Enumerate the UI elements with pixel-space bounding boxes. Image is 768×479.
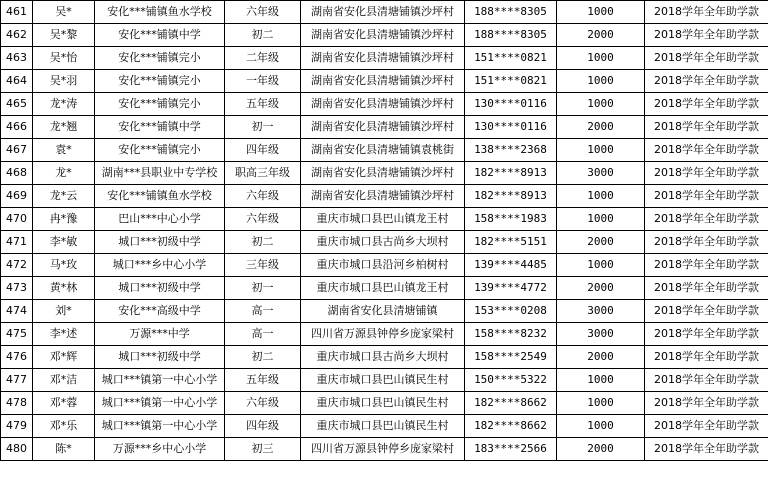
row-number: 463 [1,47,33,70]
phone-number: 183****2566 [465,438,557,461]
row-number: 471 [1,231,33,254]
grade-level: 初一 [225,277,301,300]
student-name: 吴* [33,1,95,24]
aid-amount: 1000 [557,139,645,162]
aid-amount: 3000 [557,300,645,323]
home-address: 湖南省安化县清塘铺镇沙坪村 [301,47,465,70]
table-row [1,346,768,369]
aid-amount: 1000 [557,93,645,116]
school-name: 安化***铺镇鱼水学校 [95,185,225,208]
school-name: 城口***初级中学 [95,346,225,369]
school-name: 城口***初级中学 [95,231,225,254]
table-row [1,70,768,93]
grade-level: 六年级 [225,208,301,231]
aid-item: 2018学年全年助学款 [645,300,768,323]
school-name: 安化***铺镇中学 [95,116,225,139]
home-address: 重庆市城口县巴山镇龙王村 [301,277,465,300]
student-name: 吴*羽 [33,70,95,93]
aid-amount: 2000 [557,346,645,369]
row-number: 469 [1,185,33,208]
phone-number: 139****4772 [465,277,557,300]
school-name: 城口***乡中心小学 [95,254,225,277]
table-row [1,24,768,47]
school-name: 万源***乡中心小学 [95,438,225,461]
aid-item: 2018学年全年助学款 [645,346,768,369]
school-name: 安化***铺镇完小 [95,47,225,70]
aid-item: 2018学年全年助学款 [645,162,768,185]
table-row [1,323,768,346]
home-address: 重庆市城口县古尚乡大坝村 [301,231,465,254]
aid-item: 2018学年全年助学款 [645,116,768,139]
table-row [1,300,768,323]
student-name: 李*敏 [33,231,95,254]
table-row [1,369,768,392]
student-name: 邓*洁 [33,369,95,392]
aid-item: 2018学年全年助学款 [645,93,768,116]
aid-item: 2018学年全年助学款 [645,392,768,415]
school-name: 城口***镇第一中心小学 [95,392,225,415]
row-number: 462 [1,24,33,47]
aid-item: 2018学年全年助学款 [645,438,768,461]
aid-item: 2018学年全年助学款 [645,1,768,24]
student-name: 龙*云 [33,185,95,208]
student-name: 邓*辉 [33,346,95,369]
school-name: 城口***初级中学 [95,277,225,300]
row-number: 464 [1,70,33,93]
table-row [1,254,768,277]
home-address: 湖南省安化县清塘铺镇沙坪村 [301,1,465,24]
student-name: 邓*乐 [33,415,95,438]
school-name: 安化***铺镇完小 [95,139,225,162]
phone-number: 151****0821 [465,47,557,70]
aid-item: 2018学年全年助学款 [645,415,768,438]
school-name: 安化***铺镇中学 [95,24,225,47]
home-address: 重庆市城口县巴山镇龙王村 [301,208,465,231]
aid-amount: 1000 [557,415,645,438]
aid-amount: 1000 [557,185,645,208]
grade-level: 初一 [225,116,301,139]
home-address: 重庆市城口县沿河乡柏树村 [301,254,465,277]
table-row [1,47,768,70]
table-row [1,231,768,254]
phone-number: 138****2368 [465,139,557,162]
phone-number: 139****4485 [465,254,557,277]
student-name: 邓*蓉 [33,392,95,415]
aid-item: 2018学年全年助学款 [645,323,768,346]
row-number: 474 [1,300,33,323]
row-number: 465 [1,93,33,116]
home-address: 重庆市城口县古尚乡大坝村 [301,346,465,369]
school-name: 安化***铺镇完小 [95,93,225,116]
home-address: 重庆市城口县巴山镇民生村 [301,392,465,415]
row-number: 478 [1,392,33,415]
school-name: 巴山***中心小学 [95,208,225,231]
phone-number: 130****0116 [465,116,557,139]
grade-level: 二年级 [225,47,301,70]
aid-amount: 2000 [557,116,645,139]
aid-amount: 1000 [557,392,645,415]
row-number: 476 [1,346,33,369]
phone-number: 182****8913 [465,185,557,208]
aid-amount: 2000 [557,231,645,254]
school-name: 万源***中学 [95,323,225,346]
row-number: 472 [1,254,33,277]
table-row [1,277,768,300]
home-address: 四川省万源县钟停乡庞家梁村 [301,323,465,346]
aid-amount: 2000 [557,438,645,461]
phone-number: 182****8662 [465,392,557,415]
row-number: 480 [1,438,33,461]
home-address: 四川省万源县钟停乡庞家梁村 [301,438,465,461]
phone-number: 150****5322 [465,369,557,392]
aid-amount: 1000 [557,47,645,70]
student-name: 陈* [33,438,95,461]
aid-item: 2018学年全年助学款 [645,47,768,70]
student-name: 龙* [33,162,95,185]
grade-level: 职高三年级 [225,162,301,185]
table-row [1,208,768,231]
row-number: 466 [1,116,33,139]
phone-number: 158****2549 [465,346,557,369]
row-number: 468 [1,162,33,185]
aid-item: 2018学年全年助学款 [645,369,768,392]
aid-amount: 2000 [557,277,645,300]
phone-number: 158****1983 [465,208,557,231]
table-row [1,392,768,415]
phone-number: 153****0208 [465,300,557,323]
home-address: 湖南省安化县清塘铺镇沙坪村 [301,116,465,139]
grade-level: 初三 [225,438,301,461]
row-number: 473 [1,277,33,300]
school-name: 城口***镇第一中心小学 [95,415,225,438]
aid-item: 2018学年全年助学款 [645,254,768,277]
phone-number: 130****0116 [465,93,557,116]
school-name: 安化***铺镇鱼水学校 [95,1,225,24]
home-address: 湖南省安化县清塘铺镇 [301,300,465,323]
grade-level: 三年级 [225,254,301,277]
grade-level: 高一 [225,300,301,323]
aid-item: 2018学年全年助学款 [645,70,768,93]
student-name: 冉*豫 [33,208,95,231]
table-row [1,162,768,185]
phone-number: 151****0821 [465,70,557,93]
aid-amount: 1000 [557,208,645,231]
table-row [1,116,768,139]
table-row [1,415,768,438]
home-address: 重庆市城口县巴山镇民生村 [301,415,465,438]
aid-amount: 2000 [557,24,645,47]
aid-item: 2018学年全年助学款 [645,139,768,162]
school-name: 安化***铺镇完小 [95,70,225,93]
aid-item: 2018学年全年助学款 [645,185,768,208]
school-name: 城口***镇第一中心小学 [95,369,225,392]
student-name: 吴*怡 [33,47,95,70]
row-number: 470 [1,208,33,231]
table-row [1,185,768,208]
row-number: 475 [1,323,33,346]
grade-level: 六年级 [225,185,301,208]
grade-level: 一年级 [225,70,301,93]
aid-amount: 1000 [557,70,645,93]
aid-amount: 1000 [557,254,645,277]
aid-amount: 3000 [557,162,645,185]
grade-level: 四年级 [225,139,301,162]
student-name: 龙*翘 [33,116,95,139]
home-address: 重庆市城口县巴山镇民生村 [301,369,465,392]
row-number: 467 [1,139,33,162]
aid-item: 2018学年全年助学款 [645,24,768,47]
grade-level: 初二 [225,231,301,254]
home-address: 湖南省安化县清塘铺镇袁桃街 [301,139,465,162]
school-name: 湖南***县职业中专学校 [95,162,225,185]
school-name: 安化***高级中学 [95,300,225,323]
table-row [1,1,768,24]
home-address: 湖南省安化县清塘铺镇沙坪村 [301,24,465,47]
phone-number: 182****5151 [465,231,557,254]
grade-level: 五年级 [225,369,301,392]
grade-level: 初二 [225,346,301,369]
student-name: 马*玫 [33,254,95,277]
phone-number: 188****8305 [465,24,557,47]
aid-amount: 3000 [557,323,645,346]
student-name: 李*述 [33,323,95,346]
table-row [1,93,768,116]
grade-level: 初二 [225,24,301,47]
aid-item: 2018学年全年助学款 [645,277,768,300]
student-name: 刘* [33,300,95,323]
grade-level: 四年级 [225,415,301,438]
grade-level: 五年级 [225,93,301,116]
aid-item: 2018学年全年助学款 [645,208,768,231]
aid-amount: 1000 [557,369,645,392]
row-number: 479 [1,415,33,438]
home-address: 湖南省安化县清塘铺镇沙坪村 [301,70,465,93]
student-name: 黄*林 [33,277,95,300]
phone-number: 182****8913 [465,162,557,185]
grade-level: 六年级 [225,1,301,24]
phone-number: 158****8232 [465,323,557,346]
phone-number: 182****8662 [465,415,557,438]
table-row [1,438,768,461]
student-name: 袁* [33,139,95,162]
student-name: 龙*涛 [33,93,95,116]
grade-level: 高一 [225,323,301,346]
aid-amount: 1000 [557,1,645,24]
table-row [1,139,768,162]
row-number: 477 [1,369,33,392]
phone-number: 188****8305 [465,1,557,24]
home-address: 湖南省安化县清塘铺镇沙坪村 [301,185,465,208]
home-address: 湖南省安化县清塘铺镇沙坪村 [301,162,465,185]
home-address: 湖南省安化县清塘铺镇沙坪村 [301,93,465,116]
student-name: 吴*黎 [33,24,95,47]
aid-item: 2018学年全年助学款 [645,231,768,254]
grade-level: 六年级 [225,392,301,415]
row-number: 461 [1,1,33,24]
